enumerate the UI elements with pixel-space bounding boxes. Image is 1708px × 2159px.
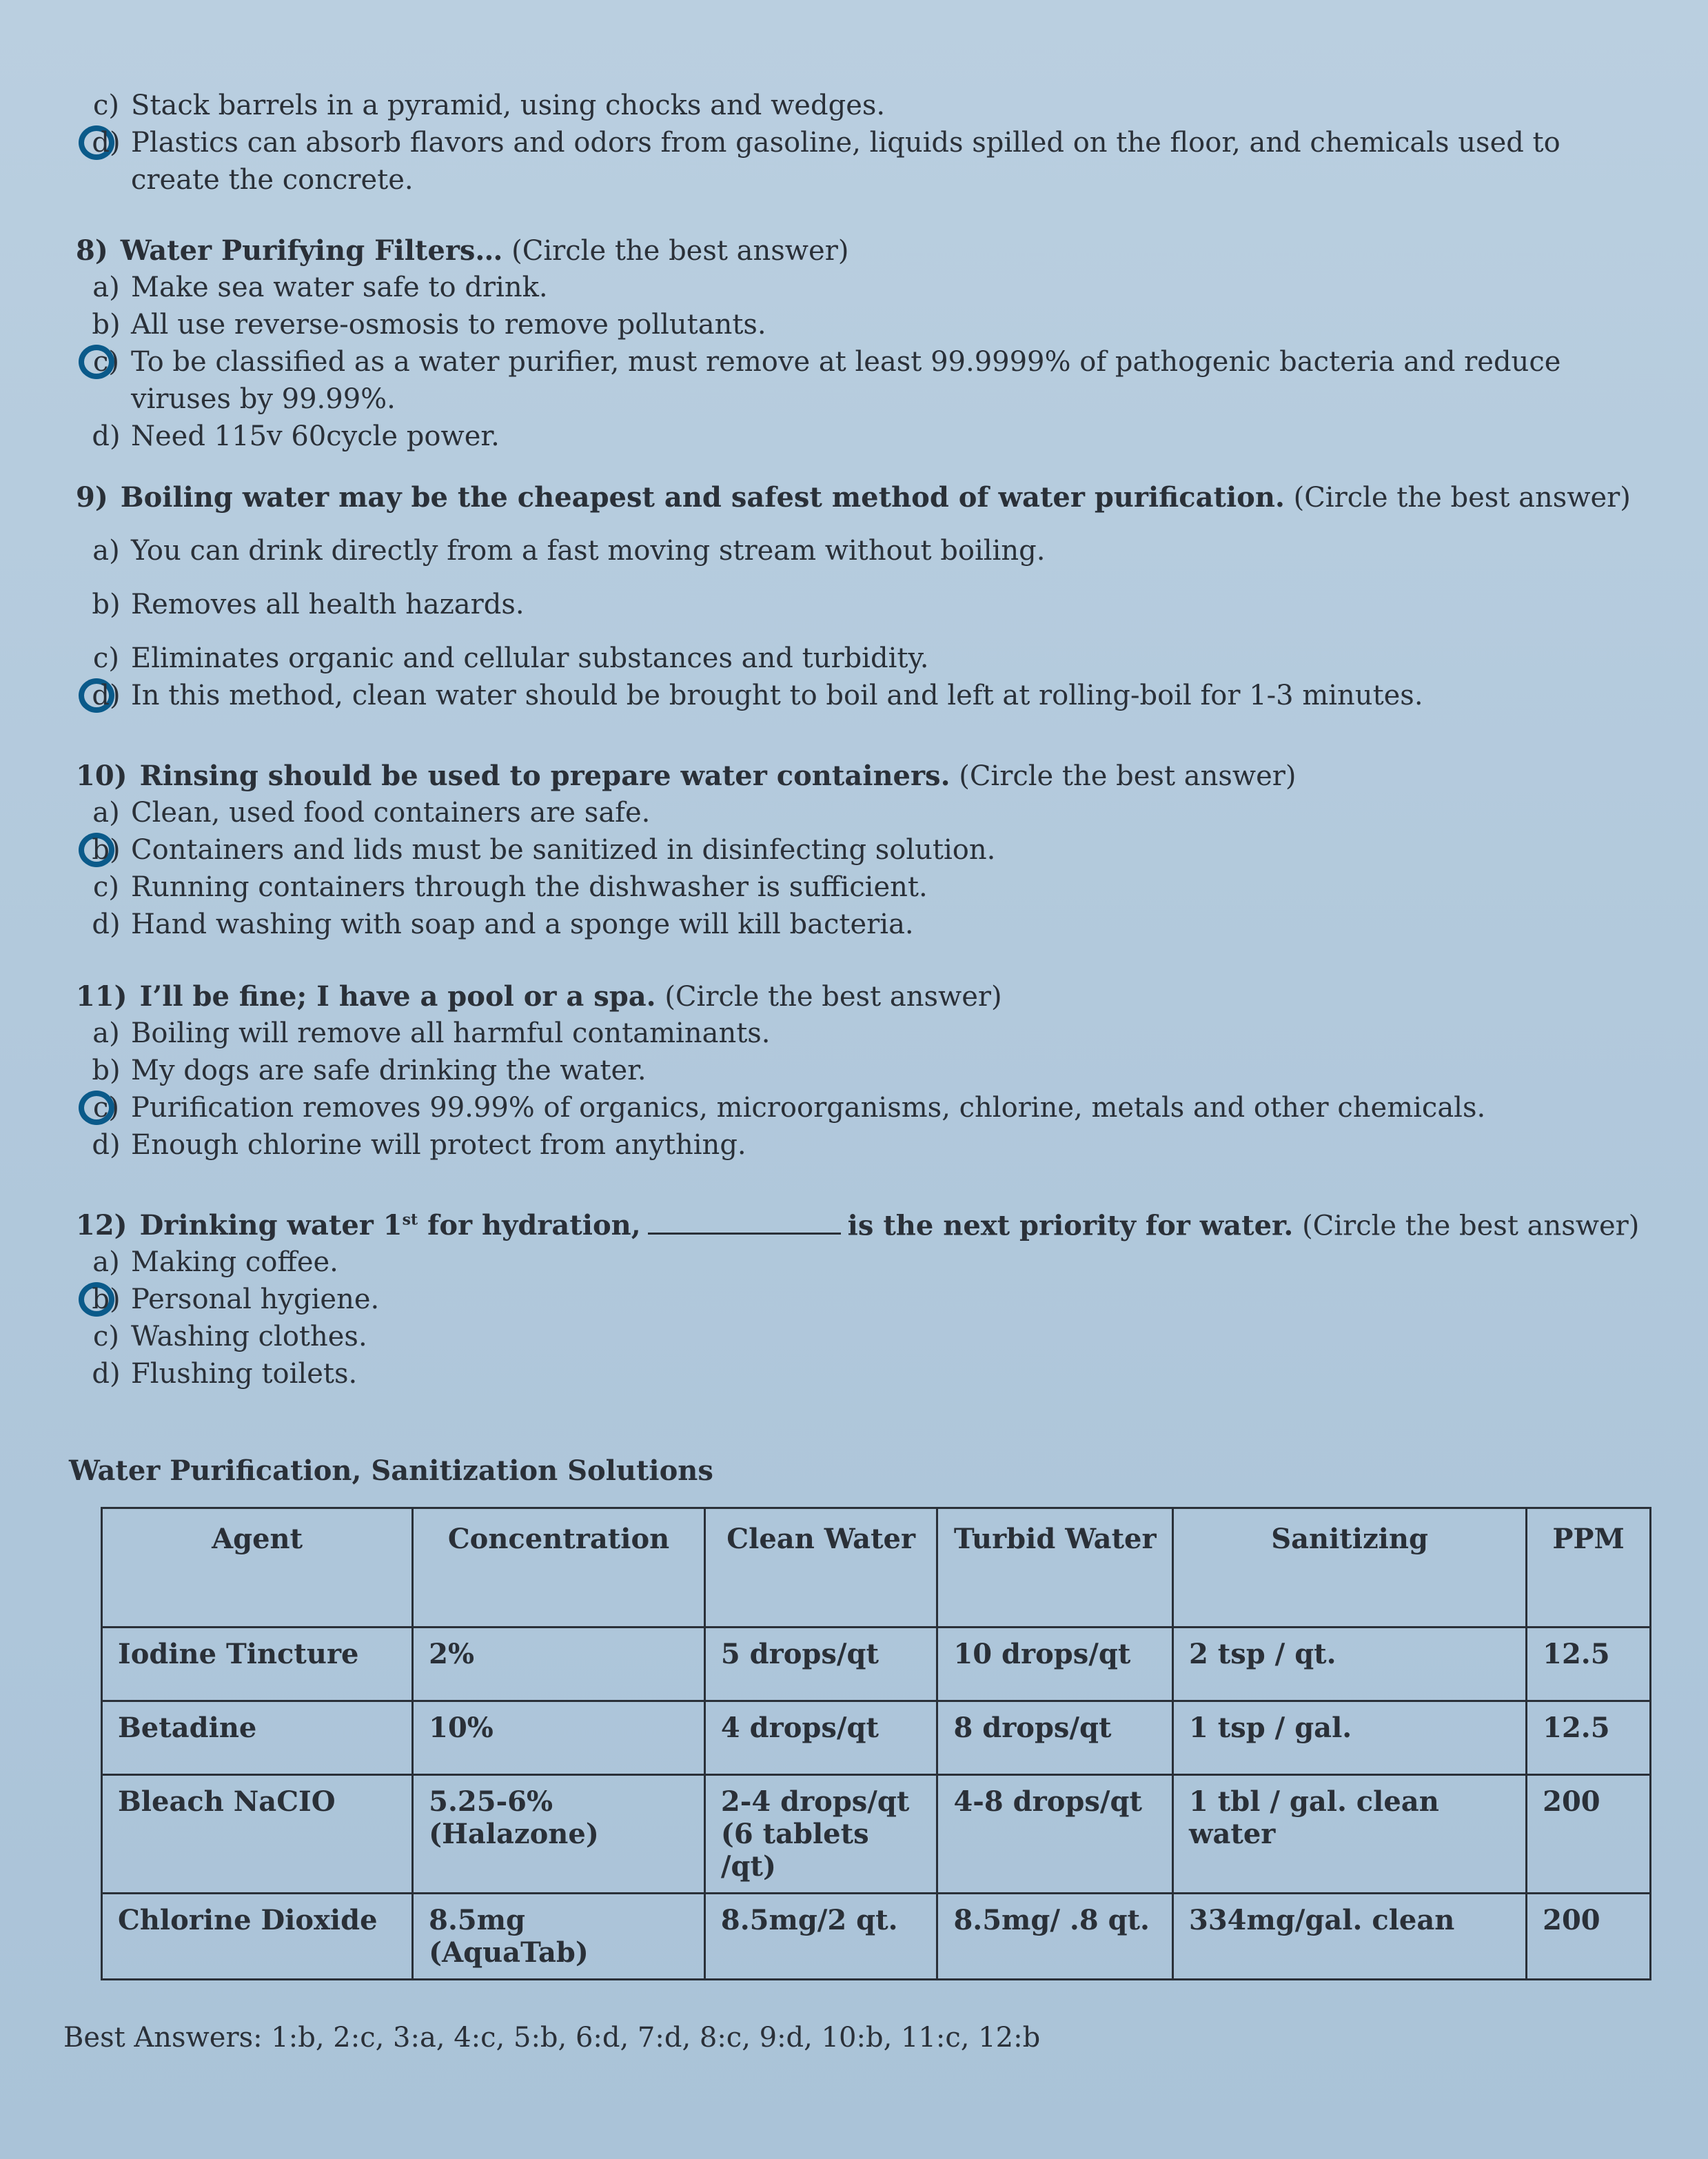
table-cell: 12.5	[1527, 1701, 1651, 1775]
option-8b: b) All use reverse-osmosis to remove pollutants.	[92, 309, 766, 341]
option-11a: a) Boiling will remove all harmful contaminants.	[92, 1017, 771, 1049]
question-9	[76, 480, 1631, 714]
option-11d: d) Enough chlorine will protect from anything.	[92, 1129, 746, 1161]
option-11c: c) Purification removes 99.99% of organics, microorganisms, chlorine, metals and other chemicals.	[76, 1089, 1627, 1126]
table-header-row	[102, 1508, 1651, 1628]
header-ppm: PPM	[1527, 1508, 1651, 1628]
table-cell: 8.5mg/2 qt.	[704, 1894, 937, 1980]
best-answers-key: Best Answers: 1:b, 2:c, 3:a, 4:c, 5:b, 6:d, 7:d, 8:c, 9:d, 10:b, 11:c, 12:b	[63, 2022, 1041, 2054]
header-clean-water: Clean Water	[704, 1508, 937, 1628]
table-row	[102, 1701, 1651, 1775]
option-12d: d) Flushing toilets.	[92, 1358, 358, 1390]
question-8-heading: 8) Water Purifying Filters… (Circle the best answer)	[76, 234, 849, 267]
table-cell: 8.5mg/ .8 qt.	[937, 1894, 1173, 1980]
table-cell: 200	[1527, 1894, 1651, 1980]
question-12-heading: 12) Drinking water 1st for hydration, is the next priority for water. (Circle the best answer)	[76, 1209, 1640, 1242]
option-12c: c) Washing clothes.	[92, 1321, 367, 1353]
table-cell: Chlorine Dioxide	[102, 1894, 413, 1980]
option-12a: a) Making coffee.	[92, 1246, 338, 1279]
fill-in-blank	[648, 1209, 841, 1235]
question-7-tail	[76, 87, 1627, 199]
question-11	[76, 979, 1627, 1164]
option-10c: c) Running containers through the dishwasher is sufficient.	[92, 871, 928, 903]
option-10a: a) Clean, used food containers are safe.	[92, 797, 651, 829]
table-cell: 10 drops/qt	[937, 1628, 1173, 1701]
table-cell: Bleach NaCIO	[102, 1775, 413, 1894]
question-12	[76, 1202, 1640, 1392]
table-cell: 1 tsp / gal.	[1173, 1701, 1527, 1775]
table-cell: 2-4 drops/qt (6 tablets /qt)	[704, 1775, 937, 1894]
table-cell: 4-8 drops/qt	[937, 1775, 1173, 1894]
option-9b: b) Removes all health hazards.	[92, 589, 525, 620]
question-8	[76, 233, 1627, 455]
table-title: Water Purification, Sanitization Solutions	[69, 1454, 713, 1487]
option-9a: a) You can drink directly from a fast moving stream without boiling.	[92, 535, 1046, 567]
table-cell: 8 drops/qt	[937, 1701, 1173, 1775]
option-10d: d) Hand washing with soap and a sponge will kill bacteria.	[92, 909, 914, 940]
table-cell: 2%	[413, 1628, 705, 1701]
header-agent: Agent	[102, 1508, 413, 1628]
option-11b: b) My dogs are safe drinking the water.	[92, 1055, 647, 1086]
table-cell: 2 tsp / qt.	[1173, 1628, 1527, 1701]
question-10	[76, 758, 1627, 943]
option-9d: d) In this method, clean water should be brought to boil and left at rolling-boil for 1-3 minutes.	[76, 677, 1627, 714]
option-7d: d) Plastics can absorb flavors and odors from gasoline, liquids spilled on the floor, and chemicals used to create the concrete.	[76, 124, 1627, 199]
option-8a: a) Make sea water safe to drink.	[92, 272, 548, 303]
table-cell: 200	[1527, 1775, 1651, 1894]
option-12b: b) Personal hygiene.	[76, 1281, 1627, 1318]
table-cell: 8.5mg (AquaTab)	[413, 1894, 705, 1980]
table-row	[102, 1775, 1651, 1894]
header-concentration: Concentration	[413, 1508, 705, 1628]
option-8d: d) Need 115v 60cycle power.	[92, 420, 500, 452]
sanitization-table	[101, 1507, 1651, 1980]
question-9-heading: 9) Boiling water may be the cheapest and safest method of water purification. (Circle the best answer)	[76, 481, 1631, 514]
option-8c: c) To be classified as a water purifier, must remove at least 99.9999% of pathogenic bacteria and reduce viruses by 99.99%.	[76, 343, 1627, 418]
header-turbid-water: Turbid Water	[937, 1508, 1173, 1628]
table-cell: 4 drops/qt	[704, 1701, 937, 1775]
table-cell: Iodine Tincture	[102, 1628, 413, 1701]
option-9c: c) Eliminates organic and cellular substances and turbidity.	[92, 642, 929, 674]
table-cell: 334mg/gal. clean	[1173, 1894, 1527, 1980]
table-cell: 5 drops/qt	[704, 1628, 937, 1701]
header-sanitizing: Sanitizing	[1173, 1508, 1527, 1628]
table-cell: 10%	[413, 1701, 705, 1775]
question-11-heading: 11) I’ll be fine; I have a pool or a spa. (Circle the best answer)	[76, 980, 1002, 1013]
table-row	[102, 1894, 1651, 1980]
table-cell: 12.5	[1527, 1628, 1651, 1701]
table-cell: 5.25-6% (Halazone)	[413, 1775, 705, 1894]
table-cell: 1 tbl / gal. clean water	[1173, 1775, 1527, 1894]
table-cell: Betadine	[102, 1701, 413, 1775]
question-10-heading: 10) Rinsing should be used to prepare water containers. (Circle the best answer)	[76, 760, 1297, 792]
option-10b: b) Containers and lids must be sanitized in disinfecting solution.	[76, 831, 1627, 869]
option-7c: c) Stack barrels in a pyramid, using chocks and wedges.	[92, 90, 886, 121]
table-row	[102, 1628, 1651, 1701]
